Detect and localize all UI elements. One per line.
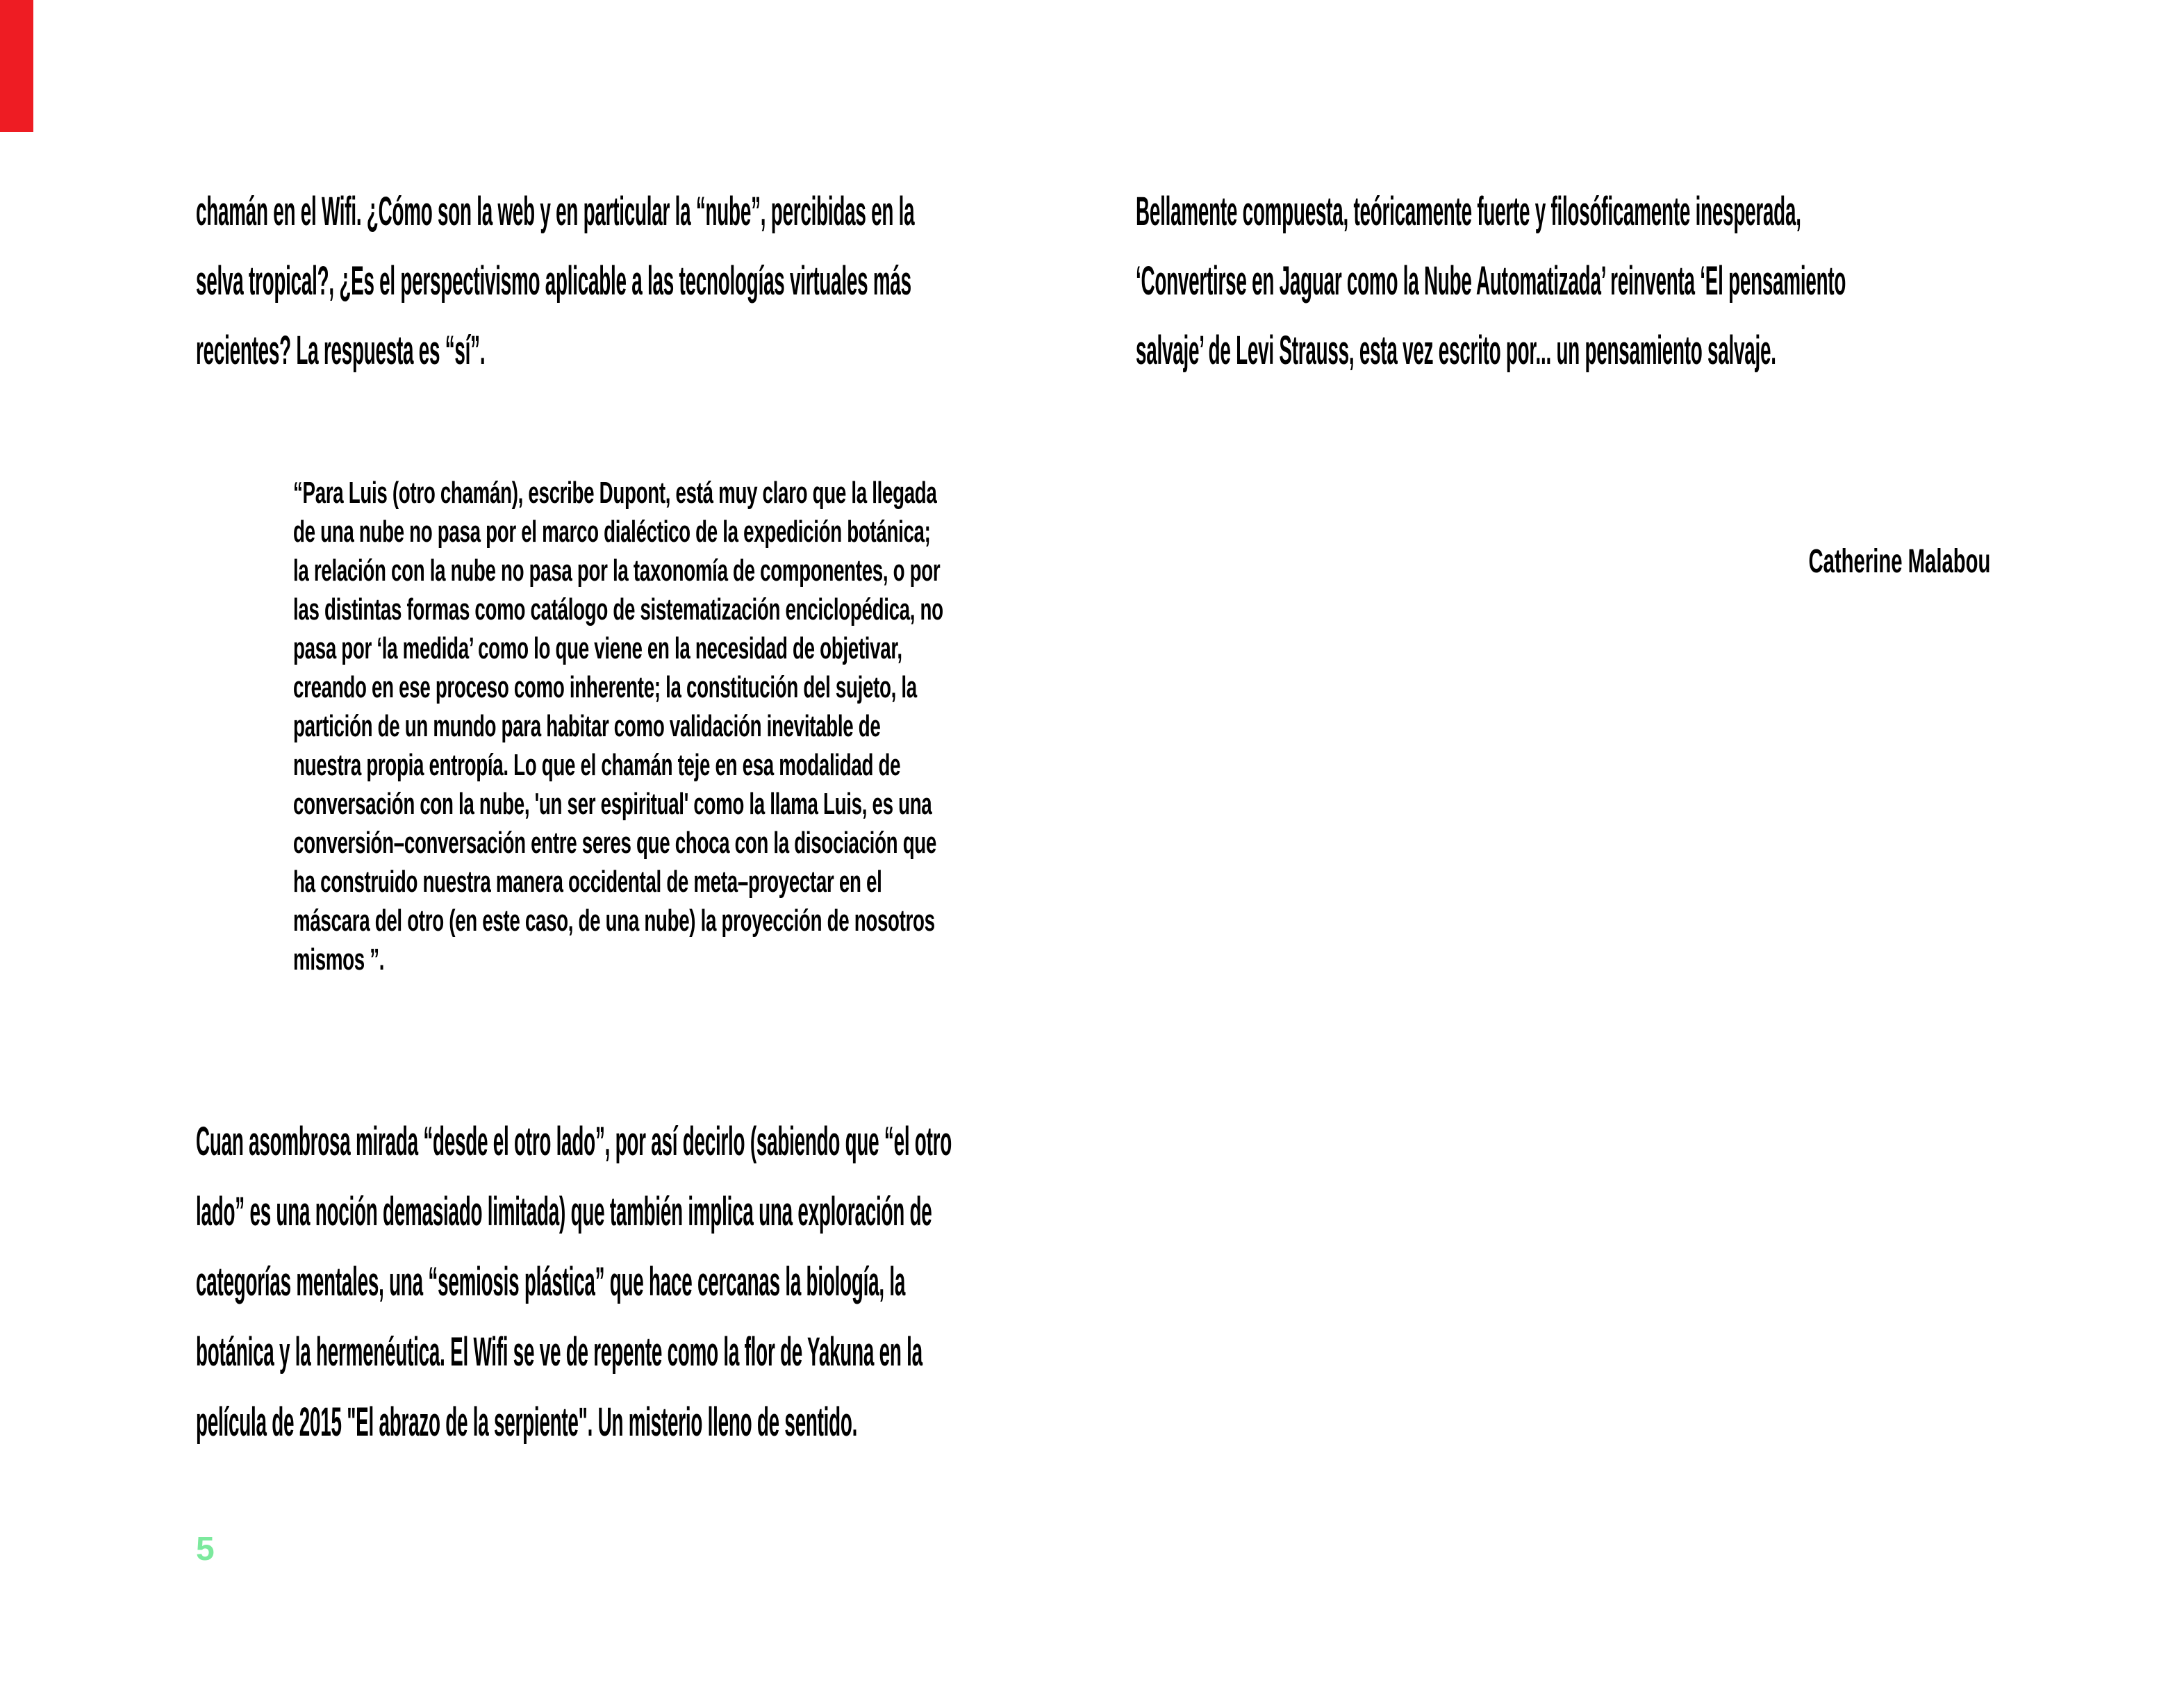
text-line: recientes? La respuesta es “sí”. xyxy=(196,328,486,373)
text-line: salvaje’ de Levi Strauss, esta vez escrito por... un pensamiento salvaje. xyxy=(1136,328,1776,373)
quote-line: nuestra propia entropía. Lo que el chamán teje en esa modalidad de xyxy=(293,748,901,782)
text-line: selva tropical?, ¿Es el perspectivismo aplicable a las tecnologías virtuales más xyxy=(196,258,911,304)
red-bookmark-marker xyxy=(0,0,33,132)
quote-line: las distintas formas como catálogo de sistematización enciclopédica, no xyxy=(293,592,943,626)
page-number: 5 xyxy=(196,1531,215,1568)
block-quote xyxy=(293,474,1325,979)
quote-line: “Para Luis (otro chamán), escribe Dupont, está muy claro que la llegada xyxy=(293,476,937,510)
text-line: ‘Convertirse en Jaguar como la Nube Automatizada’ reinventa ‘El pensamiento xyxy=(1136,258,1846,304)
author-attribution xyxy=(1692,545,1990,579)
text-line: Bellamente compuesta, teóricamente fuerte y filosóficamente inesperada, xyxy=(1136,189,1801,234)
text-line: botánica y la hermenéutica. El Wifi se ve de repente como la flor de Yakuna en la xyxy=(196,1329,923,1375)
quote-line: conversión–conversación entre seres que choca con la disociación que xyxy=(293,826,937,860)
quote-line: conversación con la nube, 'un ser espiritual' como la llama Luis, es una xyxy=(293,787,932,821)
text-line: lado” es una noción demasiado limitada) que también implica una exploración de xyxy=(196,1189,932,1234)
quote-line: creando en ese proceso como inherente; la constitución del sujeto, la xyxy=(293,670,917,704)
quote-line: ha construido nuestra manera occidental de meta–proyectar en el xyxy=(293,865,882,899)
quote-line: partición de un mundo para habitar como validación inevitable de xyxy=(293,709,881,743)
author-name: Catherine Malabou xyxy=(1808,543,1990,580)
quote-line: mismos ”. xyxy=(293,943,385,977)
quote-line: la relación con la nube no pasa por la taxonomía de componentes, o por xyxy=(293,554,941,588)
text-line: Cuan asombrosa mirada “desde el otro lado”, por así decirlo (sabiendo que “el otro xyxy=(196,1119,952,1164)
quote-line: máscara del otro (en este caso, de una nube) la proyección de nosotros xyxy=(293,904,935,938)
quote-line: de una nube no pasa por el marco dialéctico de la expedición botánica; xyxy=(293,515,931,549)
left-bottom-paragraph xyxy=(196,1106,1771,1457)
text-line: categorías mentales, una “semiosis plástica” que hace cercanas la biología, la xyxy=(196,1259,906,1304)
right-paragraph xyxy=(1136,177,2184,385)
quote-line: pasa por ‘la medida’ como lo que viene en la necesidad de objetivar, xyxy=(293,631,902,665)
text-line: película de 2015 "El abrazo de la serpiente". Un misterio lleno de sentido. xyxy=(196,1400,858,1445)
text-line: chamán en el Wifi. ¿Cómo son la web y en particular la “nube”, percibidas en la xyxy=(196,189,915,234)
